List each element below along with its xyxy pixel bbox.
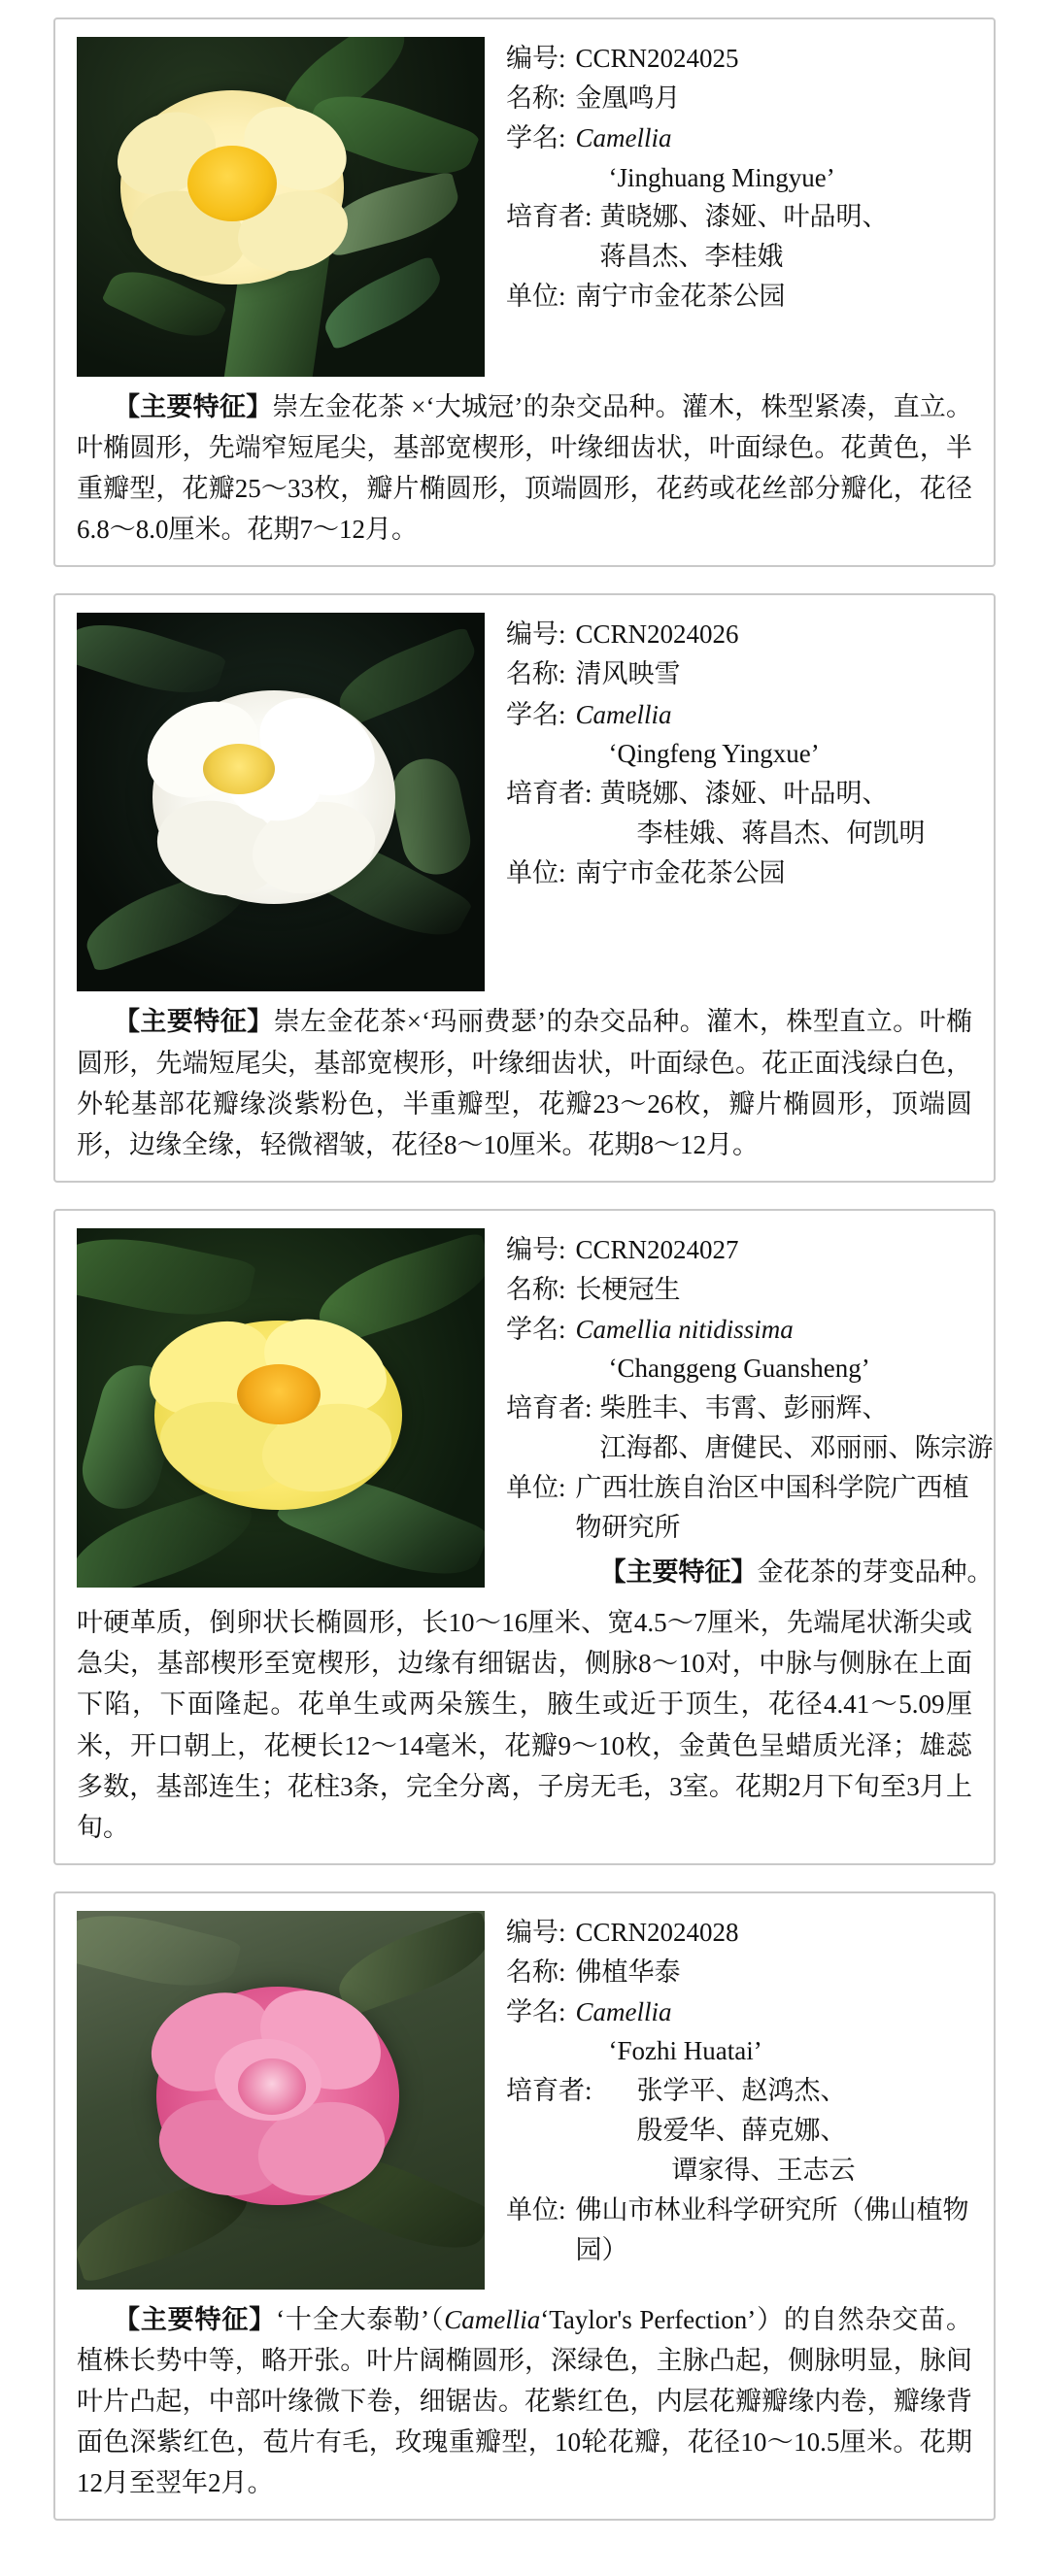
row-code xyxy=(506,39,972,79)
label-code: 编号: xyxy=(506,1234,566,1264)
row-breeder xyxy=(506,197,972,277)
catalog-entry xyxy=(53,1891,996,2522)
catalog-entry xyxy=(53,17,996,567)
label-unit: 单位: xyxy=(506,1473,566,1502)
latin-genus: Camellia xyxy=(575,1996,672,2026)
row-unit xyxy=(506,2191,972,2270)
value-latin xyxy=(566,695,972,774)
description-text: 叶硬革质，倒卵状长椭圆形，长10～16厘米、宽4.5～7厘米，先端尾状渐尖或急尖，基部楔形至宽楔形，边缘有细锯齿，侧脉8～10对，中脉与侧脉在上面下陷，下面隆起。花单生或两朵簇生，腋生或近于顶生，花径4.41～5.09厘米，开口朝上，花梗长12～14毫米，花瓣9～10枚，金黄色呈蜡质光泽；雄蕊多数，基部连生；花柱3条，完全分离，子房无毛，3室。花期2月下旬至3月上旬。 xyxy=(77,1608,972,1842)
label-name: 名称: xyxy=(506,1957,566,1987)
label-breeder: 培育者: xyxy=(506,202,592,232)
latin-genus: Camellia nitidissima xyxy=(575,1314,794,1344)
row-name xyxy=(506,654,972,694)
value-name: 佛植华泰 xyxy=(575,1957,681,1987)
entry-description xyxy=(77,2299,972,2504)
row-name xyxy=(506,1270,994,1310)
label-name: 名称: xyxy=(506,84,566,114)
row-name xyxy=(506,79,972,118)
description-latin-cultivar: ‘Taylor's Perfection’ xyxy=(540,2304,757,2334)
row-latin xyxy=(506,1310,994,1388)
entry-feature-inline xyxy=(506,1552,994,1592)
photo-container xyxy=(77,613,485,991)
value-latin xyxy=(566,1992,972,2071)
feature-label: 【主要特征】 xyxy=(114,2304,277,2334)
value-code: CCRN2024028 xyxy=(575,1917,739,1947)
feature-label: 【主要特征】 xyxy=(599,1557,758,1588)
entry-info xyxy=(506,37,972,317)
latin-genus: Camellia xyxy=(575,123,672,153)
description-pre: ‘十全大泰勒’（ xyxy=(276,2304,445,2334)
value-name: 金凰鸣月 xyxy=(575,84,681,114)
label-breeder: 培育者: xyxy=(506,778,592,808)
catalog-entry xyxy=(53,593,996,1182)
value-name: 长梗冠生 xyxy=(575,1274,681,1304)
breeder-line: 殷爱华、薛克娜、 xyxy=(636,2115,847,2145)
photo-container xyxy=(77,37,485,377)
row-unit xyxy=(506,853,972,893)
label-name: 名称: xyxy=(506,659,566,689)
label-latin: 学名: xyxy=(506,699,566,729)
entry-description xyxy=(77,1602,972,1848)
entry-info xyxy=(506,1911,972,2270)
flower-photo-yellow-changgeng xyxy=(77,1228,485,1588)
breeder-line: 黄晓娜、漆娅、叶品明、 xyxy=(599,778,889,808)
value-code: CCRN2024026 xyxy=(575,619,739,650)
feature-label: 【主要特征】 xyxy=(114,392,273,421)
flower-photo-yellow-jinghuang xyxy=(77,37,485,377)
entry-info xyxy=(506,613,972,892)
label-code: 编号: xyxy=(506,1917,566,1947)
row-code xyxy=(506,1913,972,1953)
row-latin xyxy=(506,695,972,774)
value-breeder xyxy=(592,197,972,277)
value-unit: 南宁市金花茶公园 xyxy=(575,282,786,312)
value-breeder xyxy=(592,2071,972,2191)
row-code xyxy=(506,1230,994,1270)
entry-info xyxy=(506,1228,994,1592)
entry-description xyxy=(77,1001,972,1164)
photo-container xyxy=(77,1911,485,2290)
label-latin: 学名: xyxy=(506,1314,566,1344)
label-name: 名称: xyxy=(506,1274,566,1304)
feature-inline-text: 金花茶的芽变品种。 xyxy=(757,1557,994,1588)
label-unit: 单位: xyxy=(506,282,566,312)
label-latin: 学名: xyxy=(506,123,566,153)
entry-header xyxy=(77,37,972,377)
row-latin xyxy=(506,1992,972,2071)
value-unit: 广西壮族自治区中国科学院广西植物研究所 xyxy=(575,1473,969,1543)
value-breeder xyxy=(592,774,972,853)
breeder-line: 谭家得、王志云 xyxy=(671,2155,856,2185)
row-breeder xyxy=(506,774,972,853)
description-text: 崇左金花茶 ×‘大城冠’的杂交品种。灌木，株型紧凑，直立。叶椭圆形，先端窄短尾尖，基部宽楔形，叶缘细齿状，叶面绿色。花黄色，半重瓣型，花瓣25～33枚，瓣片椭圆形，顶端圆形，花药或花丝部分瓣化，花径6.8～8.0厘米。花期7～12月。 xyxy=(77,392,972,545)
label-unit: 单位: xyxy=(506,857,566,887)
label-latin: 学名: xyxy=(506,1996,566,2026)
entry-header xyxy=(77,1228,994,1592)
value-latin xyxy=(566,1310,994,1388)
row-latin xyxy=(506,118,972,197)
latin-cultivar: ‘Changgeng Guansheng’ xyxy=(608,1354,870,1384)
breeder-line: 柴胜丰、韦霄、彭丽辉、 xyxy=(599,1392,889,1422)
description-post: ）的自然杂交苗。植株长势中等，略开张。叶片阔椭圆形，深绿色，主脉凸起，侧脉明显，脉间叶片凸起，中部叶缘微下卷，细锯齿。花紫红色，内层花瓣瓣缘内卷，瓣缘背面色深紫红色，苞片有毛，玫瑰重瓣型，10轮花瓣，花径10～10.5厘米。花期12月至翌年2月。 xyxy=(77,2304,972,2498)
breeder-line: 张学平、赵鸿杰、 xyxy=(636,2075,847,2105)
value-breeder xyxy=(592,1388,994,1468)
row-name xyxy=(506,1953,972,1992)
entry-header xyxy=(77,613,972,991)
flower-photo-pink-fozhi xyxy=(77,1911,485,2290)
value-latin xyxy=(566,118,972,197)
value-name: 清风映雪 xyxy=(575,659,681,689)
row-breeder xyxy=(506,1388,994,1468)
flower-photo-white-qingfeng xyxy=(77,613,485,991)
row-breeder xyxy=(506,2071,972,2191)
feature-label: 【主要特征】 xyxy=(114,1007,274,1037)
catalog-entry xyxy=(53,1209,996,1865)
value-unit: 佛山市林业科学研究所（佛山植物园） xyxy=(575,2194,969,2265)
description-text: 崇左金花茶×‘玛丽费瑟’的杂交品种。灌木，株型直立。叶椭圆形，先端短尾尖，基部宽楔形，叶缘细齿状，叶面绿色。花正面浅绿白色，外轮基部花瓣缘淡紫粉色，半重瓣型，花瓣23～26枚，瓣片椭圆形，顶端圆形，边缘全缘，轻微褶皱，花径8～10厘米。花期8～12月。 xyxy=(77,1007,972,1159)
row-unit xyxy=(506,277,972,317)
label-code: 编号: xyxy=(506,44,566,73)
value-code: CCRN2024027 xyxy=(575,1234,739,1264)
description-latin-genus: Camellia xyxy=(444,2304,541,2334)
breeder-line: 黄晓娜、漆娅、叶品明、 xyxy=(599,202,889,232)
entry-description xyxy=(77,386,972,550)
latin-cultivar: ‘Fozhi Huatai’ xyxy=(608,2036,762,2066)
photo-container xyxy=(77,1228,485,1588)
value-unit: 南宁市金花茶公园 xyxy=(575,857,786,887)
entry-header xyxy=(77,1911,972,2290)
value-code: CCRN2024025 xyxy=(575,44,739,73)
label-breeder: 培育者: xyxy=(506,2075,592,2105)
latin-cultivar: ‘Qingfeng Yingxue’ xyxy=(608,739,820,768)
breeder-line: 蒋昌杰、李桂娥 xyxy=(599,242,784,272)
label-breeder: 培育者: xyxy=(506,1392,592,1422)
latin-cultivar: ‘Jinghuang Mingyue’ xyxy=(608,162,835,192)
label-unit: 单位: xyxy=(506,2194,566,2225)
latin-genus: Camellia xyxy=(575,699,672,729)
breeder-line: 李桂娥、蒋昌杰、何凯明 xyxy=(636,818,926,848)
breeder-line: 江海都、唐健民、邓丽丽、陈宗游 xyxy=(599,1432,994,1462)
row-code xyxy=(506,615,972,654)
label-code: 编号: xyxy=(506,619,566,650)
row-unit xyxy=(506,1468,994,1548)
